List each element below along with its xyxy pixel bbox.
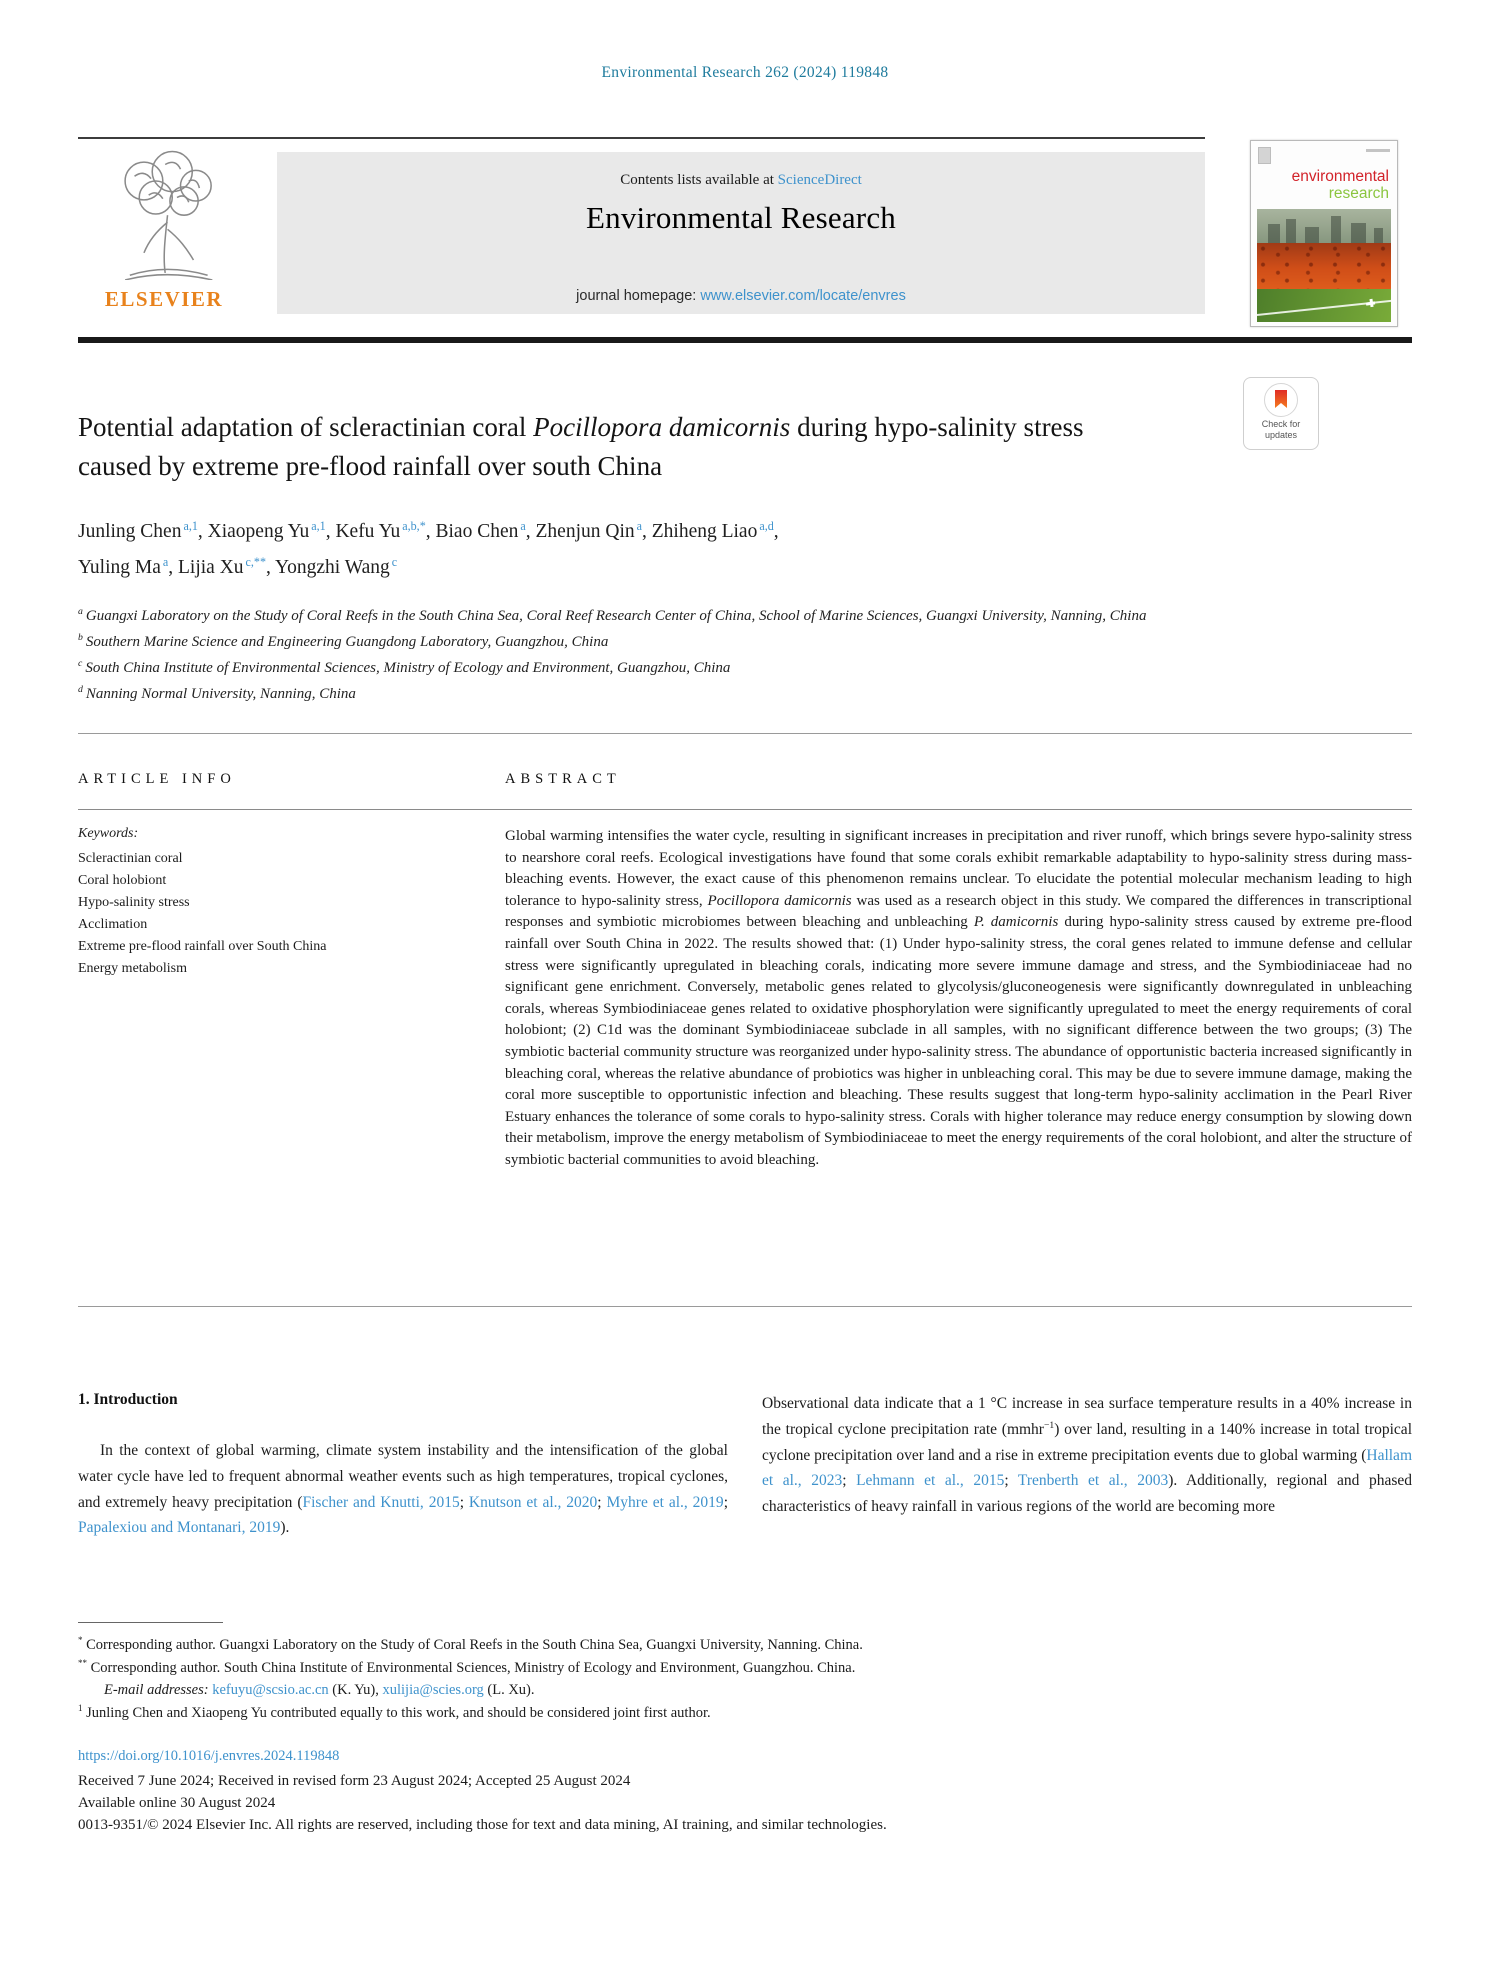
affiliation-sup: a <box>78 606 83 617</box>
text-run: (L. Xu). <box>483 1682 535 1698</box>
text-run: Junling Chen and Xiaopeng Yu contributed equally to this work, and should be considered joint first author. <box>82 1704 711 1721</box>
journal-header-box <box>277 152 1205 314</box>
text-run: , Yongzhi Wang <box>266 557 390 578</box>
text-run: ** <box>78 1657 87 1668</box>
text-run: ). <box>280 1519 290 1537</box>
text-run: Global warming intensifies the water cycle, resulting in significant increases in precipitation and river runoff, which brings severe hypo-salinity stress to nearshore coral reefs. Ecological investigations have found that some corals exhibit remarkable adaptability to hypo-salinity stress during mass-bleaching events. However, the exact cause of this phenomenon remains unclear. To elucidate the potential molecular mechanism leading to high tolerance to hypo-salinity stress, <box>505 828 1412 909</box>
journal-title: Environmental Research <box>586 200 896 235</box>
building-silhouette <box>1305 227 1318 243</box>
divider-thick <box>78 337 1412 343</box>
building-silhouette <box>1351 223 1366 243</box>
text-run: Pocillopora damicornis <box>707 892 852 909</box>
cover-elsevier-mark <box>1258 147 1271 164</box>
text-run: * <box>78 1635 83 1646</box>
contents-prefix: Contents lists available at <box>620 172 778 188</box>
affiliation <box>78 601 1412 627</box>
text-run: ; <box>1004 1472 1018 1490</box>
inline-link[interactable]: Knutson et al., 2020 <box>468 1493 598 1511</box>
footnote-equal-contribution <box>78 1702 1412 1725</box>
text-run: Potential adaptation of scleractinian coral <box>78 412 534 442</box>
keyword-item: Coral holobiont <box>78 873 167 888</box>
building-silhouette <box>1286 219 1295 243</box>
cover-city-skyline <box>1257 209 1391 243</box>
check-for-updates-badge[interactable] <box>1243 377 1319 450</box>
inline-link[interactable]: a,b,* <box>402 518 426 533</box>
cover-artwork <box>1257 209 1391 320</box>
inline-link[interactable]: kefuyu@scsio.ac.cn <box>212 1682 329 1698</box>
text-run: Corresponding author. Guangxi Laboratory on the Study of Coral Reefs in the South China Sea, Guangxi University, Nanning. China. <box>82 1637 863 1653</box>
homepage-prefix: journal homepage: <box>576 288 701 304</box>
article-title <box>78 408 1108 486</box>
text-run: ; <box>459 1493 469 1511</box>
text-run: P. damicornis <box>973 914 1059 931</box>
affiliation-sup: d <box>78 684 83 695</box>
text-run: ). Additionally, regional and phased characteristics of heavy rainfall in various regions of the world are becoming more <box>762 1472 1413 1516</box>
text-run: Observational data indicate that a 1 °C increase in sea surface temperature results in a 40% increase in the tropical cyclone precipitation rate (mmhr <box>762 1395 1412 1438</box>
inline-link[interactable]: a,1 <box>183 518 198 533</box>
text-run: ; <box>842 1472 857 1490</box>
text-run: ; <box>597 1493 607 1511</box>
journal-homepage-line <box>277 288 1205 304</box>
divider <box>78 733 1412 734</box>
divider <box>78 137 1205 139</box>
journal-cover-thumbnail[interactable] <box>1250 140 1398 327</box>
text-run: was used as a research object in this study. We compared the differences in transcriptional responses and symbiotic microbiomes between bleaching and unbleaching <box>505 892 1412 931</box>
cover-green-field <box>1257 289 1391 322</box>
text-run: E-mail addresses: <box>104 1682 209 1698</box>
text-run: (K. Yu), <box>328 1682 383 1698</box>
keyword-item: Hypo-salinity stress <box>78 895 190 910</box>
footnotes <box>78 1634 1412 1724</box>
keyword-item: Energy metabolism <box>78 961 187 976</box>
text-run: , Kefu Yu <box>325 521 401 542</box>
abstract-text <box>505 826 1412 1172</box>
affiliation-text: Guangxi Laboratory on the Study of Coral Reefs in the South China Sea, Coral Reef Research Center of China, School of Marine Sciences, Guangxi University, Nanning, China <box>85 608 1147 624</box>
text-run: 1 <box>78 1702 83 1713</box>
received-dates: Received 7 June 2024; Received in revised form 23 August 2024; Accepted 25 August 2024 <box>78 1773 631 1789</box>
cover-title-environmental: environmental <box>1291 168 1389 185</box>
affiliation <box>78 627 1412 653</box>
author-list <box>78 514 1138 586</box>
text-run: , <box>773 521 779 542</box>
building-silhouette <box>1374 228 1383 243</box>
crop-plane-icon <box>1369 299 1373 307</box>
cover-red-field <box>1257 243 1391 289</box>
affiliation-sup: c <box>78 658 83 669</box>
keyword-item: Extreme pre-flood rainfall over South China <box>78 939 327 954</box>
check-updates-line2: updates <box>1264 429 1298 440</box>
cover-title-research: research <box>1328 185 1389 202</box>
inline-link[interactable]: Lehmann et al., 2015 <box>856 1472 1005 1490</box>
divider <box>78 1306 1412 1307</box>
inline-link[interactable]: Hallam et al., 2023 <box>762 1446 1412 1490</box>
inline-link[interactable]: Myhre et al., 2019 <box>606 1493 724 1511</box>
intro-paragraph-right <box>762 1391 1412 1520</box>
inline-link[interactable]: xulijia@scies.org <box>382 1682 484 1698</box>
building-silhouette <box>1268 224 1280 243</box>
text-run: during hypo-salinity stress caused by extreme pre-flood rainfall over south China <box>78 412 1084 481</box>
inline-link[interactable]: Fischer and Knutti, 2015 <box>302 1493 460 1511</box>
affiliation-text: South China Institute of Environmental Sciences, Ministry of Ecology and Environment, Guangzhou, China <box>85 660 731 676</box>
affiliations <box>78 601 1412 705</box>
text-run: , Zhiheng Liao <box>641 521 758 542</box>
text-run: ) over land, resulting in a 140% increase in total tropical cyclone precipitation over land and a rise in extreme precipitation events due to global warming ( <box>762 1420 1412 1464</box>
elsevier-tree-icon <box>98 148 230 280</box>
text-run: −1 <box>1043 1419 1055 1431</box>
intro-paragraph-left <box>78 1438 728 1541</box>
footnote-corresponding-author-2 <box>78 1657 1412 1680</box>
affiliation-text: Nanning Normal University, Nanning, China <box>85 686 356 702</box>
divider <box>78 809 1412 810</box>
text-run: ; <box>723 1493 728 1511</box>
contents-line <box>277 172 1205 189</box>
elsevier-logo[interactable] <box>85 148 243 312</box>
cover-microtext-bar <box>1366 149 1390 152</box>
text-run: Corresponding author. South China Institute of Environmental Sciences, Ministry of Ecology and Environment, Guangzhou. China. <box>86 1659 856 1676</box>
text-run: during hypo-salinity stress caused by extreme pre-flood rainfall over South China in 2022. The results showed that: (1) Under hypo-salinity stress, the coral genes related to immune defense and cellular stress were significantly upregulated in bleaching corals, indicating more severe immune damage and stress, and the Symbiodiniaceae had no significant gene enrichment. Conversely, metabolic genes related to glycolysis/gluconeogenesis were significantly downregulated in unbleaching corals, whereas Symbiodiniaceae genes related to oxidative phosphorylation were significantly upregulated to meet the energy requirements of coral holobiont; (2) C1d was the dominant Symbiodiniaceae subclade in all samples, with no significant difference between the two groups; (3) The symbiotic bacterial community structure was reorganized under hypo-salinity stress. The abundance of opportunistic bacteria increased significantly in bleaching coral, whereas the relative abundance of probiotics was higher in unbleaching coral. This may be due to severe immune damage, making the coral more susceptible to opportunistic infection and bleaching. These results suggest that long-term hypo-salinity acclimation in the Pearl River Estuary enhances the tolerance of some corals to hypo-salinity stress. Corals with higher tolerance may reduce energy consumption by slowing down their metabolism, improve the energy metabolism of Symbiodiniaceae to meet the energy requirements of the coral holobiont, and alter the structure of symbiotic bacterial communities to avoid bleaching. <box>505 914 1412 1168</box>
section-heading-introduction: 1. Introduction <box>78 1391 178 1408</box>
affiliation-sup: b <box>78 632 83 643</box>
text-run: , Zhenjun Qin <box>525 521 635 542</box>
check-updates-label <box>1244 419 1318 440</box>
inline-link[interactable]: a <box>520 518 526 533</box>
sciencedirect-link[interactable]: ScienceDirect <box>777 172 862 188</box>
inline-link[interactable]: a <box>636 518 642 533</box>
keywords-label: Keywords: <box>78 826 139 841</box>
check-updates-line1: Check for <box>1261 419 1301 429</box>
footnote-divider <box>78 1622 223 1623</box>
inline-link[interactable]: a <box>162 554 169 569</box>
keyword-item: Acclimation <box>78 917 148 932</box>
journal-citation: Environmental Research 262 (2024) 119848 <box>601 64 889 81</box>
inline-link[interactable]: a,d <box>759 518 774 533</box>
affiliation <box>78 679 1412 705</box>
text-run: In the context of global warming, climate system instability and the intensification of the global water cycle have led to frequent abnormal weather events such as high temperatures, tropical cyclones, and extremely heavy precipitation ( <box>78 1442 728 1511</box>
text-run: , Biao Chen <box>425 521 519 542</box>
text-run: , Lijia Xu <box>168 557 244 578</box>
building-silhouette <box>1331 216 1342 243</box>
text-run: , Xiaopeng Yu <box>197 521 310 542</box>
footnote-email-addresses <box>104 1679 1412 1702</box>
affiliation-text: Southern Marine Science and Engineering Guangdong Laboratory, Guangzhou, China <box>85 634 609 650</box>
inline-link[interactable]: Trenberth et al., 2003 <box>1017 1472 1169 1490</box>
inline-link[interactable]: c,** <box>245 554 266 569</box>
text-run: Junling Chen <box>78 521 182 542</box>
available-online-date: Available online 30 August 2024 <box>78 1795 276 1811</box>
doi-link[interactable]: https://doi.org/10.1016/j.envres.2024.119848 <box>78 1748 340 1764</box>
homepage-link[interactable]: www.elsevier.com/locate/envres <box>700 288 906 304</box>
inline-link[interactable]: a,1 <box>311 518 326 533</box>
footnote-corresponding-author-1 <box>78 1634 1412 1657</box>
affiliation <box>78 653 1412 679</box>
text-run: Pocillopora damicornis <box>533 412 791 442</box>
inline-link[interactable]: c <box>391 554 398 569</box>
keywords-list <box>78 848 473 980</box>
copyright-line: 0013-9351/© 2024 Elsevier Inc. All rights are reserved, including those for text and data mining, AI training, and similar technologies. <box>78 1817 887 1833</box>
inline-link[interactable]: Papalexiou and Montanari, 2019 <box>78 1519 281 1537</box>
article-info-heading: ARTICLE INFO <box>78 771 236 787</box>
crossmark-ribbon-icon <box>1275 390 1287 408</box>
text-run: Yuling Ma <box>78 557 161 578</box>
keyword-item: Scleractinian coral <box>78 851 183 866</box>
crossmark-icon <box>1264 383 1298 417</box>
elsevier-wordmark: ELSEVIER <box>104 287 224 311</box>
abstract-heading: ABSTRACT <box>505 771 621 787</box>
